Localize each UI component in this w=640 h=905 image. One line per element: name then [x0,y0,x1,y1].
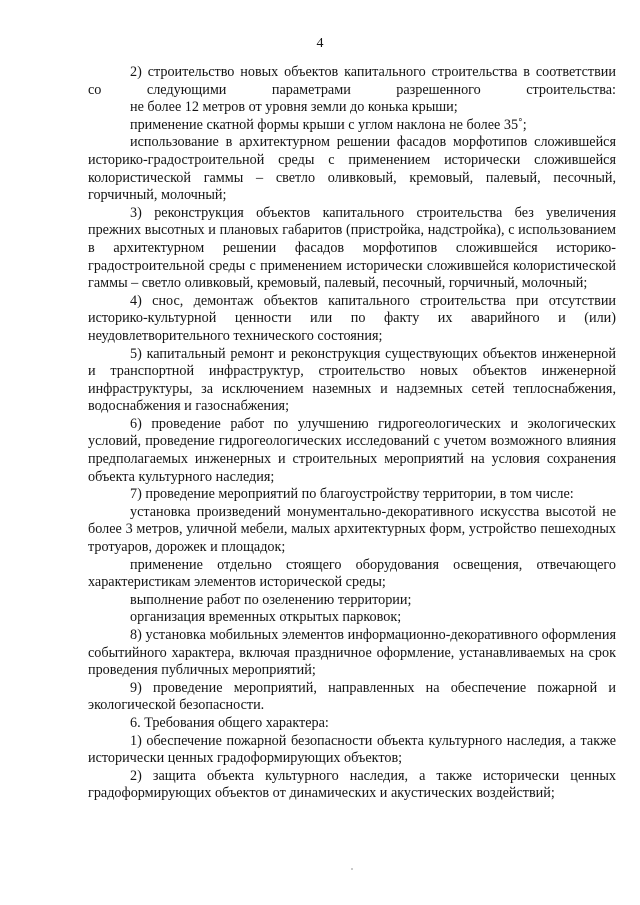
paragraph: применение скатной формы крыши с углом наклона не более 35˚; [130,116,527,133]
paragraph: 5) капитальный ремонт и реконструкция существующих объектов инженерной и транспортной инфраструктур, строительство новых объектов инженерной инфраструктуры, за исключением наземных и надземных сетей теплоснабжения, водоснабжения и газоснабжения; [88,345,616,415]
paragraph: 3) реконструкция объектов капитального строительства без увеличения прежних высотных и плановых габаритов (пристройка, надстройка), с использованием в архитектурном решении фасадов морфотипов сложившейся историко-градостроительной среды с применением исторически сложившейся колористической гаммы – светло оливковый, кремовый, палевый, песочный, горчичный, молочный; [88,204,616,292]
paragraph: не более 12 метров от уровня земли до конька крыши; [130,99,458,116]
paragraph: 7) проведение мероприятий по благоустройству территории, в том числе: [130,486,574,503]
paragraph: организация временных открытых парковок; [130,609,402,626]
paragraph: применение отдельно стоящего оборудования освещения, отвечающего характеристикам элементов исторической среды; [88,556,616,591]
paragraph: 4) снос, демонтаж объектов капитального строительства при отсутствии историко-культурной ценности или по факту их аварийного и (или) неудовлетворительного технического состояния; [88,292,616,344]
paragraph: 9) проведение мероприятий, направленных на обеспечение пожарной и экологической безопасности. [88,679,616,714]
page-number: 4 [316,36,324,51]
paragraph: 6. Требования общего характера: [130,714,329,731]
scan-speck [351,868,353,870]
paragraph: 2) строительство новых объектов капитального строительства в соответствии со следующими параметрами разрешенного строительства: [88,64,616,98]
document-body [88,64,616,803]
paragraph: 2) защита объекта культурного наследия, а также исторически ценных градоформирующих объектов от динамических и акустических воздействий; [88,767,616,802]
paragraph: установка произведений монументально-декоративного искусства высотой не более 3 метров, уличной мебели, малых архитектурных форм, устройство пешеходных тротуаров, дорожек и площадок; [88,503,616,556]
paragraph: 6) проведение работ по улучшению гидрогеологических и экологических условий, проведение гидрогеологических исследований с учетом возможного влияния предполагаемых инженерных и строительных мероприятий на условия сохранения объекта культурного наследия; [88,415,616,485]
paragraph: 1) обеспечение пожарной безопасности объекта культурного наследия, а также исторически ценных градоформирующих объектов; [88,732,616,767]
paragraph: использование в архитектурном решении фасадов морфотипов сложившейся историко-градостроительной среды с применением исторически сложившейся колористической гаммы – светло оливковый, кремовый, палевый, песочный, горчичный, молочный; [88,134,616,204]
paragraph: выполнение работ по озеленению территории; [130,591,412,608]
paragraph: 8) установка мобильных элементов информационно-декоративного оформления событийного характера, включая праздничное оформление, устанавливаемых на срок проведения публичных мероприятий; [88,627,616,679]
